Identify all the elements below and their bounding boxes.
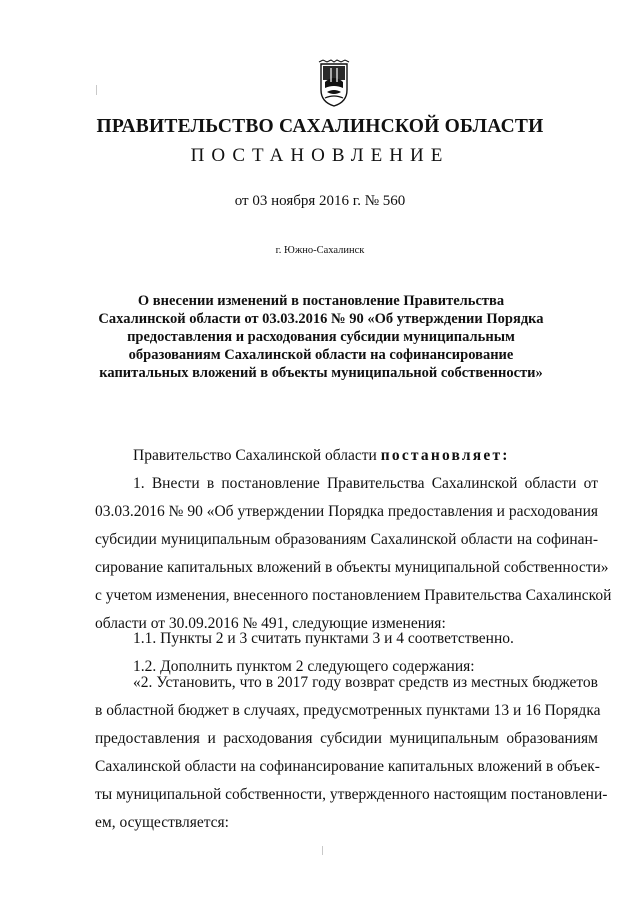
- scan-mark: [322, 846, 323, 855]
- preamble: [95, 442, 598, 470]
- quote-item-2: [95, 669, 608, 837]
- item-1-line: субсидии муниципальным образованиям Сахалинской области на софинан-: [95, 531, 598, 548]
- item-1-1-text: 1.1. Пункты 2 и 3 считать пунктами 3 и 4 соответственно.: [133, 630, 514, 647]
- preamble-emphasis: постановляет:: [380, 447, 510, 464]
- item-1-line: 1. Внести в постановление Правительства Сахалинской области от: [133, 475, 598, 492]
- item-1-2-text: 1.2. Дополнить пунктом 2 следующего содержания:: [133, 658, 475, 675]
- item-1-line: области от 30.09.2016 № 491, следующие изменения:: [95, 615, 446, 632]
- item-1-line: 03.03.2016 № 90 «Об утверждении Порядка предоставления и расходования: [95, 503, 598, 520]
- document-date-number: от 03 ноября 2016 г. № 560: [234, 193, 406, 209]
- quote-line: ем, осуществляется:: [95, 814, 229, 831]
- quote-line: ты муниципальной собственности, утвержденного настоящим постановлени-: [95, 786, 608, 803]
- document-city: г. Южно-Сахалинск: [275, 245, 365, 256]
- scan-mark: [96, 85, 97, 95]
- government-title: ПРАВИТЕЛЬСТВО САХАЛИНСКОЙ ОБЛАСТИ: [96, 116, 544, 137]
- preamble-text: Правительство Сахалинской области: [133, 447, 381, 464]
- quote-line: Сахалинской области на софинансирование капитальных вложений в объек-: [95, 758, 600, 775]
- item-1: [95, 470, 612, 638]
- coat-of-arms-icon: [317, 58, 351, 108]
- quote-line: в областной бюджет в случаях, предусмотренных пунктами 13 и 16 Порядка: [95, 702, 601, 719]
- quote-line: «2. Установить, что в 2017 году возврат средств из местных бюджетов: [133, 674, 598, 691]
- document-subject: О внесении изменений в постановление Правительства Сахалинской области от 03.03.2016 № 90 «Об утверждении Порядка предоставления и расходования субсидии муниципальным образованиям Сахалинской области на софинансирование капитальных вложений в объекты муниципальной собственности»: [98, 293, 544, 381]
- item-1-1: [95, 625, 598, 653]
- quote-line: предоставления и расходования субсидии муниципальным образованиям: [95, 730, 598, 747]
- item-1-line: с учетом изменения, внесенного постановлением Правительства Сахалинской: [95, 587, 612, 604]
- document-type: ПОСТАНОВЛЕНИЕ: [190, 145, 450, 166]
- item-1-line: сирование капитальных вложений в объекты муниципальной собственности»: [95, 559, 609, 576]
